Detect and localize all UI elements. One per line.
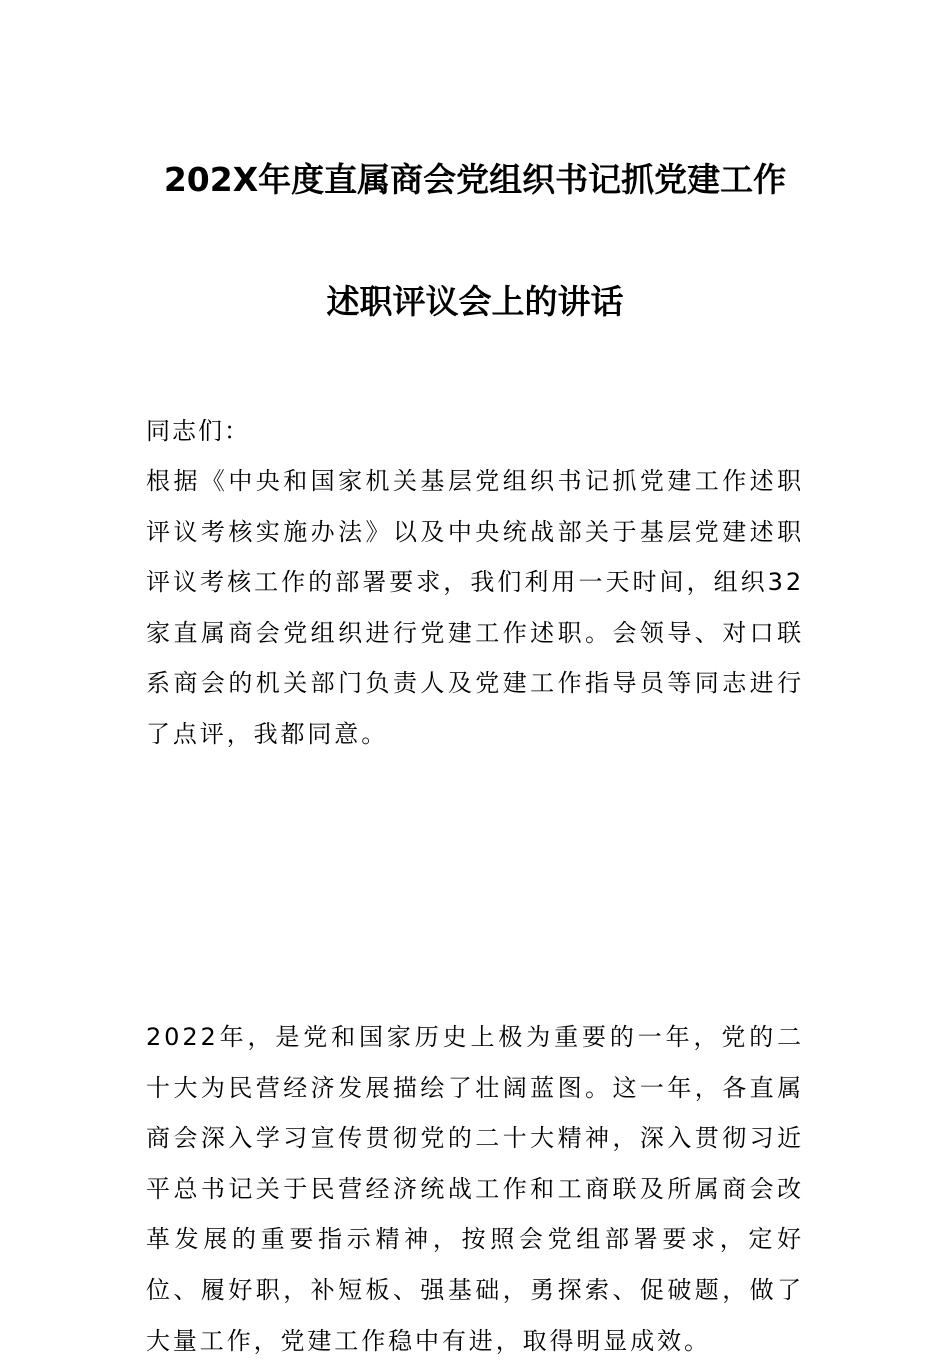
document-title-line-1: 202X年度直属商会党组织书记抓党建工作 (163, 160, 787, 199)
salutation: 同志们： (146, 417, 250, 445)
document-title-line-2: 述职评议会上的讲话 (326, 282, 624, 321)
paragraph-1: 根据《中央和国家机关基层党组织书记抓党建工作述职评议考核实施办法》以及中央统战部关于基层党建述职评议考核工作的部署要求，我们利用一天时间，组织32家直属商会党组织进行党建工作述职。会领导、对口联系商会的机关部门负责人及党建工作指导员等同志进行了点评，我都同意。 (146, 467, 804, 748)
paragraph-2: 2022年，是党和国家历史上极为重要的一年，党的二十大为民营经济发展描绘了壮阔蓝图。这一年，各直属商会深入学习宣传贯彻党的二十大精神，深入贯彻习近平总书记关于民营经济统战工作和工商联及所属商会改革发展的重要指示精神，按照会党组部署要求，定好位、履好职，补短板、强基础，勇探索、促破题，做了大量工作，党建工作稳中有进，取得明显成效。 (146, 1023, 804, 1355)
